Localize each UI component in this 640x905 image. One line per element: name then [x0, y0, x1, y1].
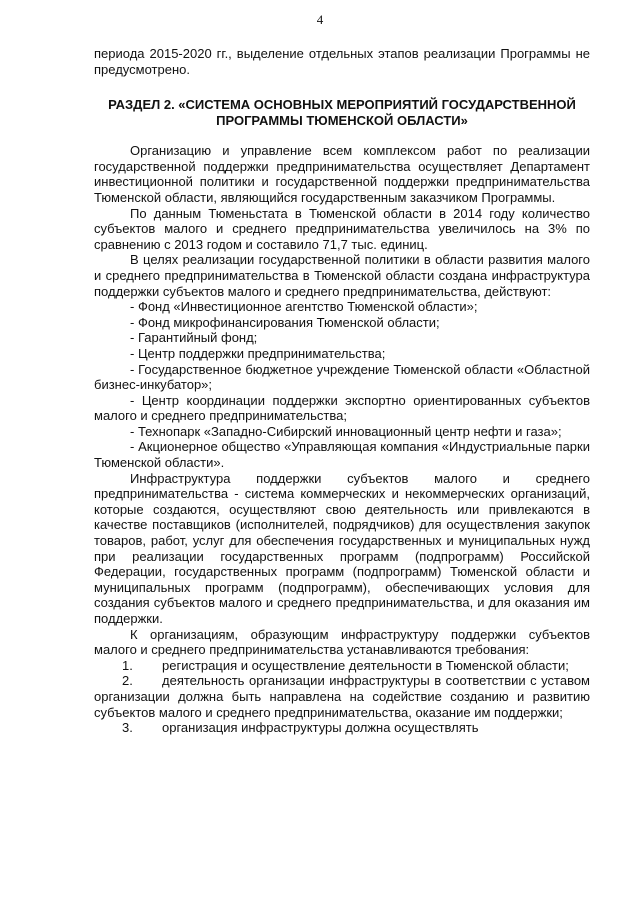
list-item: - Государственное бюджетное учреждение Тюменской области «Областной бизнес-инкубатор»;: [94, 361, 590, 393]
requirement-item: [94, 720, 590, 736]
requirement-item: [94, 673, 590, 720]
requirement-number: 2.: [122, 673, 133, 689]
page-number: 4: [316, 12, 324, 27]
list-item: - Акционерное общество «Управляющая компания «Индустриальные парки Тюменской области».: [94, 439, 590, 471]
paragraph: В целях реализации государственной политики в области развития малого и среднего предпринимательства в Тюменской области создана инфраструктура поддержки субъектов малого и среднего предпринимательства, действуют:: [94, 252, 590, 299]
requirement-number: 3.: [122, 720, 133, 736]
requirement-item: [94, 658, 590, 674]
definition-paragraph: Инфраструктура поддержки субъектов малого и среднего предпринимательства - система коммерческих и некоммерческих организаций, которые создаются, осуществляют свою деятельность или привлекаются в качестве поставщиков (исполнителей, подрядчиков) для осуществления закупок товаров, работ, услуг для обеспечения государственных и муниципальных нужд при реализации государственных программ (подпрограмм) Российской Федерации, государственных программ (подпрограмм) Тюменской области и муниципальных программ (подпрограмм), обеспечивающих условия для создания субъектов малого и среднего предпринимательства, и для оказания им поддержки.: [94, 470, 590, 626]
requirement-number: 1.: [122, 657, 133, 673]
requirement-text: организация инфраструктуры должна осуществлять: [162, 720, 479, 736]
section-title: РАЗДЕЛ 2. «СИСТЕМА ОСНОВНЫХ МЕРОПРИЯТИЙ ГОСУДАРСТВЕННОЙ ПРОГРАММЫ ТЮМЕНСКОЙ ОБЛАСТИ»: [108, 97, 576, 129]
list-item: - Гарантийный фонд;: [130, 330, 258, 346]
list-item: - Центр координации поддержки экспортно ориентированных субъектов малого и среднего предпринимательства;: [94, 392, 590, 424]
requirements-intro: К организациям, образующим инфраструктуру поддержки субъектов малого и среднего предпринимательства устанавливаются требования:: [94, 626, 590, 658]
infrastructure-list: [94, 299, 590, 471]
list-item: - Технопарк «Западно-Сибирский инновационный центр нефти и газа»;: [130, 423, 562, 439]
intro-paragraph: периода 2015-2020 гг., выделение отдельных этапов реализации Программы не предусмотрено.: [94, 46, 590, 77]
requirement-text: регистрация и осуществление деятельности в Тюменской области;: [162, 657, 569, 673]
list-item: - Фонд «Инвестиционное агентство Тюменской области»;: [130, 299, 478, 315]
paragraph: Организацию и управление всем комплексом работ по реализации государственной поддержки предпринимательства осуществляет Департамент инвестиционной политики и государственной поддержки предпринимательства Тюменской области, являющийся государственным заказчиком Программы.: [94, 143, 590, 205]
paragraph: По данным Тюменьстата в Тюменской области в 2014 году количество субъектов малого и среднего предпринимательства увеличилось на 3% по сравнению с 2013 годом и составило 71,7 тыс. единиц.: [94, 205, 590, 252]
list-item: - Центр поддержки предпринимательства;: [130, 345, 386, 361]
document-body: [94, 46, 590, 736]
requirement-text: деятельность организации инфраструктуры в соответствии с уставом организации должна быть направлена на содействие созданию и развитию субъектов малого и среднего предпринимательства, оказание им поддержки;: [94, 673, 590, 720]
requirements-list: [94, 658, 590, 736]
list-item: - Фонд микрофинансирования Тюменской области;: [130, 314, 440, 330]
